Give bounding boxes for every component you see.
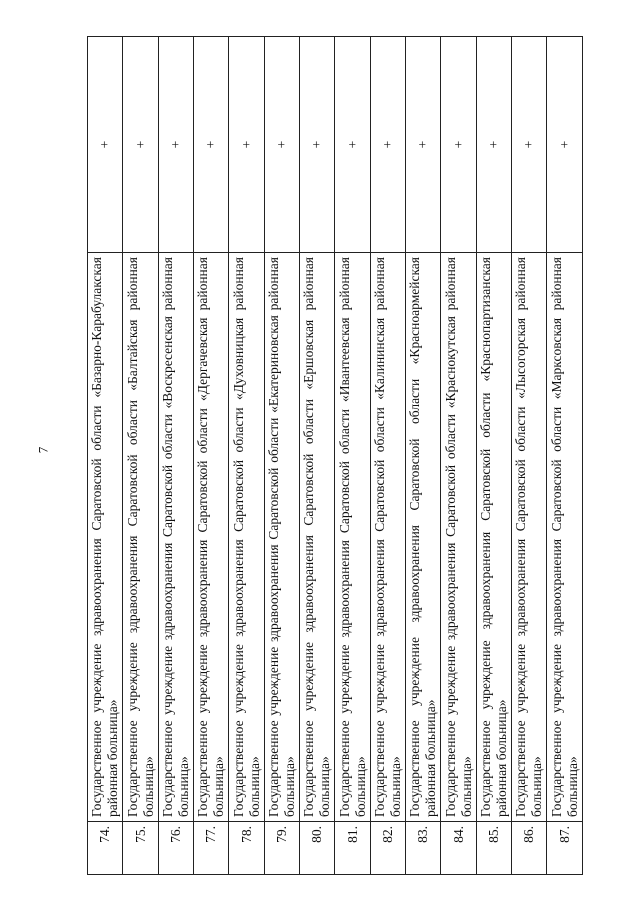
plus-mark: + <box>123 37 158 253</box>
institution-name: Государственное учреждение здравоохранения Саратовской области «Краснокутская районная больница» <box>441 253 476 822</box>
row-number: 81. <box>335 822 370 875</box>
institution-name: Государственное учреждение здравоохранения Саратовской области «Краснопартизанская районная больница» <box>476 253 511 822</box>
table-row <box>158 37 193 875</box>
row-number: 75. <box>123 822 158 875</box>
row-number: 85. <box>476 822 511 875</box>
plus-mark: + <box>441 37 476 253</box>
table-row <box>88 37 123 875</box>
table-row <box>194 37 229 875</box>
institution-name: Государственное учреждение здравоохранения Саратовской области «Воскресенская районная больница» <box>158 253 193 822</box>
row-number: 80. <box>300 822 335 875</box>
table-row <box>229 37 264 875</box>
plus-mark: + <box>370 37 405 253</box>
rotated-table-area <box>87 36 583 875</box>
table-row <box>370 37 405 875</box>
row-number: 78. <box>229 822 264 875</box>
row-number: 74. <box>88 822 123 875</box>
table-row <box>441 37 476 875</box>
plus-mark: + <box>264 37 299 253</box>
plus-mark: + <box>158 37 193 253</box>
page-number: 7 <box>35 446 51 454</box>
plus-mark: + <box>512 37 547 253</box>
rotated-table-inner <box>87 36 583 875</box>
institution-name: Государственное учреждение здравоохранения Саратовской области «Базарно-Карабулакская районная больница» <box>88 253 123 822</box>
table-row <box>123 37 158 875</box>
plus-mark: + <box>476 37 511 253</box>
institution-name: Государственное учреждение здравоохранения Саратовской области «Красноармейская районная больница» <box>406 253 441 822</box>
institution-name: Государственное учреждение здравоохранения Саратовской области «Лысогорская районная больница» <box>512 253 547 822</box>
institution-name: Государственное учреждение здравоохранения Саратовской области «Ершовская районная больница» <box>300 253 335 822</box>
table-row <box>476 37 511 875</box>
plus-mark: + <box>335 37 370 253</box>
institution-name: Государственное учреждение здравоохранения Саратовской области «Калининская районная больница» <box>370 253 405 822</box>
plus-mark: + <box>229 37 264 253</box>
row-number: 87. <box>547 822 583 875</box>
row-number: 76. <box>158 822 193 875</box>
table-row <box>406 37 441 875</box>
hospital-table <box>87 36 583 875</box>
table-row <box>547 37 583 875</box>
row-number: 79. <box>264 822 299 875</box>
plus-mark: + <box>88 37 123 253</box>
plus-mark: + <box>194 37 229 253</box>
table-row <box>335 37 370 875</box>
institution-name: Государственное учреждение здравоохранения Саратовской области «Ивантеевская районная больница» <box>335 253 370 822</box>
row-number: 84. <box>441 822 476 875</box>
row-number: 82. <box>370 822 405 875</box>
hospital-table-body <box>88 37 583 875</box>
table-row <box>512 37 547 875</box>
plus-mark: + <box>406 37 441 253</box>
row-number: 83. <box>406 822 441 875</box>
institution-name: Государственное учреждение здравоохранения Саратовской области «Балтайская районная больница» <box>123 253 158 822</box>
plus-mark: + <box>547 37 583 253</box>
table-row <box>264 37 299 875</box>
row-number: 86. <box>512 822 547 875</box>
table-row <box>300 37 335 875</box>
row-number: 77. <box>194 822 229 875</box>
institution-name: Государственное учреждение здравоохранения Саратовской области «Духовницкая районная больница» <box>229 253 264 822</box>
institution-name: Государственное учреждение здравоохранения Саратовской области «Марксовская районная больница» <box>547 253 583 822</box>
institution-name: Государственное учреждение здравоохранения Саратовской области «Дергачевская районная больница» <box>194 253 229 822</box>
institution-name: Государственное учреждение здравоохранения Саратовской области «Екатериновская районная больница» <box>264 253 299 822</box>
plus-mark: + <box>300 37 335 253</box>
